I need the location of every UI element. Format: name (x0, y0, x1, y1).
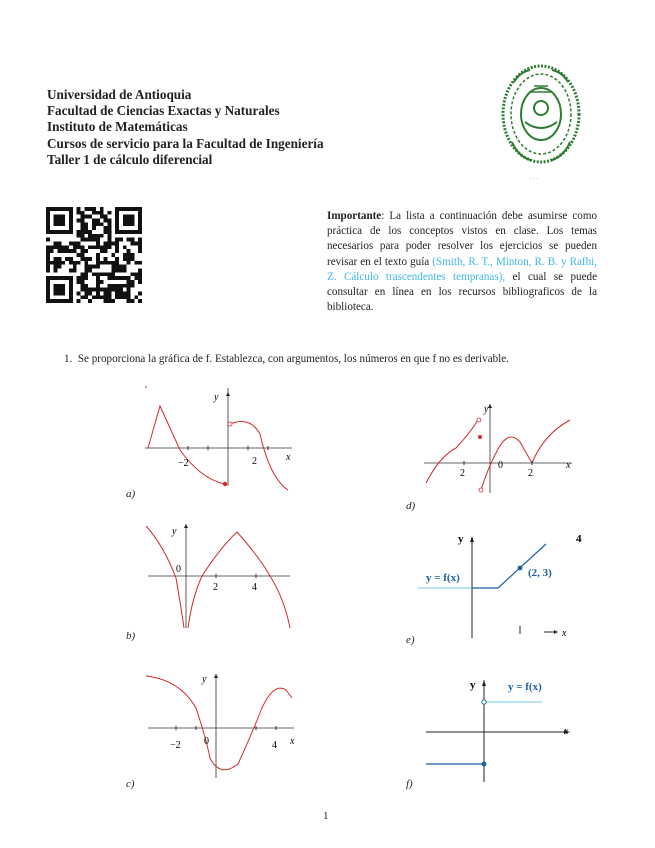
graph-c-label: c) (126, 778, 135, 790)
graph-c-y-label: y (202, 674, 207, 685)
header-block (47, 87, 427, 168)
seal-caption: · · · (530, 176, 538, 182)
graph-b-tick: 4 (252, 582, 257, 593)
graph-e-label: e) (406, 634, 415, 646)
qr-code[interactable] (46, 207, 142, 303)
graph-d-tick: 2 (528, 468, 533, 479)
graph-e-point-label: (2, 3) (528, 567, 552, 579)
notice-citation-link[interactable]: (Smith, R. T., Minton, R. B. y Rafhi, Z. Cálculo trascendentes tempranas), (327, 255, 597, 283)
graph-f-function-label: y = f(x) (508, 681, 542, 693)
graph-c-tick: 0 (204, 736, 209, 747)
question-1 (64, 353, 509, 365)
university-seal-logo (500, 62, 582, 170)
question-number: 1. (64, 353, 73, 365)
graph-f (418, 672, 588, 784)
graph-d-label: d) (406, 500, 416, 512)
graph-e-function-label: y = f(x) (426, 572, 460, 584)
graph-f-y-label: y (470, 679, 476, 691)
graph-e-corner-number: 4 (576, 533, 582, 545)
graph-c-x-label: x (290, 736, 295, 747)
graph-c (140, 668, 300, 780)
graph-a-x-label: x (286, 452, 291, 463)
graph-b (140, 518, 300, 630)
graph-d-x-label: x (566, 460, 571, 471)
page-number: 1 (323, 810, 329, 822)
graph-d-tick: 0 (498, 460, 503, 471)
graph-a-y-label: y (214, 392, 219, 403)
graph-e-x-label: x (562, 628, 567, 639)
graph-b-y-label: y (172, 526, 177, 537)
graph-e-y-label: y (458, 533, 464, 545)
graph-c-tick: −2 (170, 740, 181, 751)
graph-f-x-label: x (564, 726, 569, 737)
graph-c-tick: 4 (272, 740, 277, 751)
notice-text-after: el cual se puede consultar en línea en los recursos bibliograficos de la biblioteca. (327, 270, 598, 314)
header-university: Universidad de Antioquia (47, 87, 192, 102)
graph-a (140, 378, 300, 493)
header-institute: Instituto de Matemáticas (47, 119, 188, 135)
question-text: Se proporciona la gráfica de f. Establezca, con argumentos, los números en que f no es derivable. (77, 353, 509, 365)
graph-d (420, 398, 580, 498)
graph-a-tick: 2 (252, 456, 257, 467)
graph-a-tick: −2 (178, 458, 189, 469)
notice-text-before: : La lista a continuación debe asumirse como práctica de los conceptos vistos en clase. Los temas necesarios para poder resolver los ejercicios se pueden revisar en el texto guía (327, 210, 597, 268)
graph-d-y-label: y (484, 404, 489, 415)
graph-b-tick: 0 (176, 564, 181, 575)
graph-d-tick: 2 (460, 468, 465, 479)
graph-b-tick: 2 (213, 582, 218, 593)
header-workshop: Taller 1 de cálculo diferencial (47, 151, 213, 167)
header-faculty: Facultad de Ciencias Exactas y Naturales (47, 103, 280, 119)
graph-a-label: a) (126, 488, 136, 500)
graph-e (418, 528, 588, 640)
graph-f-label: f) (406, 778, 413, 790)
header-course: Cursos de servicio para la Facultad de Ingeniería (47, 135, 324, 151)
notice-paragraph (327, 209, 597, 315)
notice-title: Importante (327, 210, 382, 222)
graph-b-label: b) (126, 630, 136, 642)
